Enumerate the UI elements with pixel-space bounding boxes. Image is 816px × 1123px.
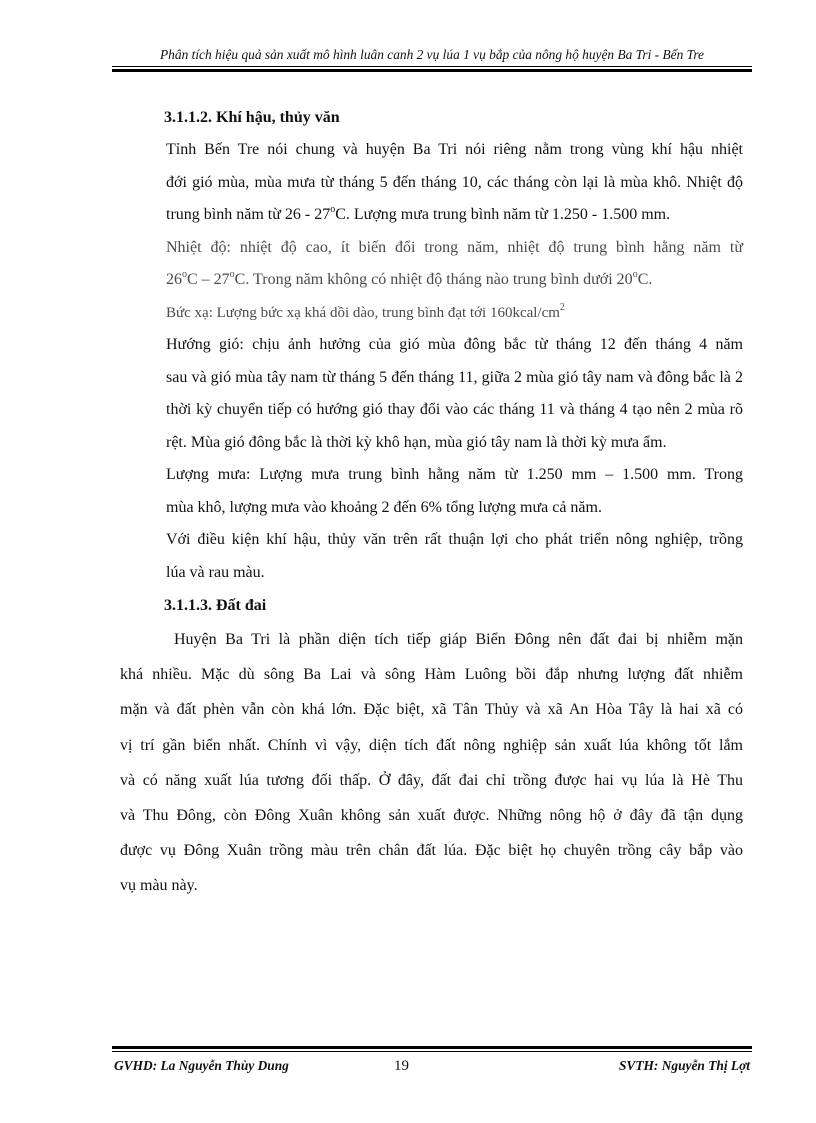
text-line: rệt. Mùa gió đông bắc là thời kỳ khô hạn, mùa gió tây nam là thời kỳ mưa ẩm. [166, 433, 667, 451]
header-rule-thin [112, 66, 752, 67]
text-line [112, 297, 743, 330]
superscript: o [229, 268, 235, 280]
section-heading-land: 3.1.1.3. Đất đai [164, 597, 267, 614]
text-line: vị trí gần biển nhất. Chính vì vậy, diện tích đất nông nghiệp sản xuất lúa không tốt lắm [120, 736, 743, 754]
text-line: Nhiệt độ: nhiệt độ cao, ít biến đổi trong năm, nhiệt độ trung bình hằng năm từ [166, 238, 743, 256]
text-run: trung bình năm từ 26 - 27 [166, 206, 331, 223]
text-run: C. Trong năm không có nhiệt độ tháng nào trung bình dưới 20 [234, 271, 633, 288]
text-line: Lượng mưa: Lượng mưa trung bình hằng năm từ 1.250 mm – 1.500 mm. Trong [166, 466, 743, 483]
text-run: C – 27 [187, 271, 230, 288]
text-line: được vụ Đông Xuân trồng màu trên chân đất lúa. Đặc biệt họ chuyên trồng cây bắp vào [120, 842, 743, 860]
paragraph-conclusion [112, 524, 743, 589]
text-line: Tỉnh Bến Tre nói chung và huyện Ba Tri nói riêng nằm trong vùng khí hậu nhiệt [166, 141, 743, 158]
text-line: Hướng gió: chịu ảnh hưởng của gió mùa đông bắc từ tháng 12 đến tháng 4 năm [166, 336, 743, 353]
superscript: 2 [559, 301, 565, 313]
text-line: Với điều kiện khí hậu, thủy văn trên rất thuận lợi cho phát triển nông nghiệp, trồng [166, 531, 743, 548]
paragraph-radiation [112, 297, 743, 330]
footer-student: SVTH: Nguyễn Thị Lợt [618, 1058, 750, 1073]
superscript: o [632, 268, 638, 280]
page-number: 19 [394, 1058, 409, 1074]
page-body [112, 101, 743, 904]
paragraph-wind [112, 329, 743, 459]
text-line: đới gió mùa, mùa mưa từ tháng 5 đến tháng 10, các tháng còn lại là mùa khô. Nhiệt độ [166, 173, 743, 191]
superscript: o [182, 268, 187, 280]
text-line [112, 199, 743, 232]
text-line: lúa và rau màu. [166, 563, 265, 581]
paragraph-temperature [112, 232, 743, 297]
text-line: mùa khô, lượng mưa vào khoảng 2 đến 6% tổng lượng mưa cả năm. [166, 498, 602, 516]
footer-rule-thick [112, 1046, 752, 1049]
text-line: thời kỳ chuyển tiếp có hướng gió thay đổi vào các tháng 11 và tháng 4 tạo nên 2 mùa rõ [166, 401, 743, 418]
footer-advisor: GVHD: La Nguyễn Thùy Dung [114, 1058, 289, 1073]
text-run: C. Lượng mưa trung bình năm từ 1.250 - 1.500 mm. [335, 206, 671, 223]
header-title: Phân tích hiệu quả sản xuất mô hình luân canh 2 vụ lúa 1 vụ bắp của nông hộ huyện Ba Tri - Bến Tre [160, 47, 704, 62]
text-line: và có năng xuất lúa tương đối thấp. Ở đây, đất đai chỉ trồng được hai vụ lúa là Hè Thu [120, 771, 743, 789]
text-run: C. [637, 271, 653, 288]
header-rule-thick [112, 69, 752, 72]
section-heading-climate: 3.1.1.2. Khí hậu, thủy văn [164, 109, 340, 126]
footer-row [112, 1052, 752, 1074]
text-line: vụ màu này. [120, 877, 198, 895]
text-run: Bức xạ: Lượng bức xạ khá dồi dào, trung bình đạt tới 160kcal/cm [166, 304, 560, 321]
text-run: 26 [166, 271, 182, 288]
text-line: sau và gió mùa tây nam từ tháng 5 đến tháng 11, giữa 2 mùa gió tây nam và đông bắc là 2 [166, 368, 743, 386]
paragraph-rainfall [112, 459, 743, 524]
superscript: o [330, 203, 336, 215]
page-footer [112, 1046, 752, 1074]
paragraph-climate-intro [112, 134, 743, 232]
page-header [112, 46, 752, 72]
text-line: và Thu Đông, còn Đông Xuân không sản xuất được. Những nông hộ ở đây đã tận dụng [120, 807, 743, 825]
text-line: Huyện Ba Tri là phần diện tích tiếp giáp Biển Đông nên đất đai bị nhiễm mặn [174, 631, 743, 648]
text-line: khá nhiều. Mặc dù sông Ba Lai và sông Hàm Luông bồi đắp nhưng lượng đất nhiễm [120, 666, 743, 684]
text-line [112, 264, 743, 297]
paragraph-land [112, 622, 743, 904]
text-line: mặn và đất phèn vẫn còn khá lớn. Đặc biệt, xã Tân Thủy và xã An Hòa Tây là hai xã có [120, 701, 743, 719]
